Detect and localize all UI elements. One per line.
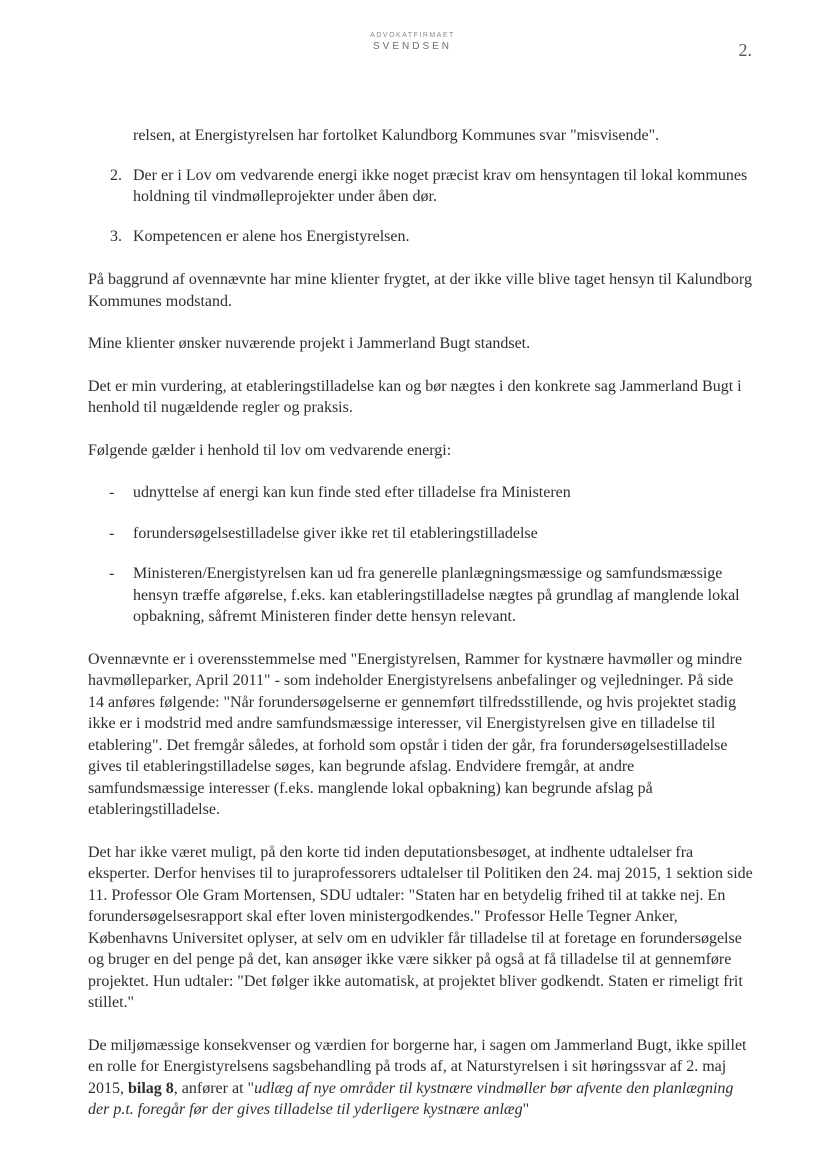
paragraph: Ovennævnte er i overensstemmelse med "Energistyrelsen, Rammer for kystnære havmøller og mindre havmølleparker, April 2011" - som indeholder Energistyrelsens anbefalinger og vejledninger. På side 14 anføres følgende: "Når forundersøgelserne er gennemført tilfredsstillende, og hvis projektet stadig ikke er i modstrid med andre samfundsmæssige interesser, vil Energistyrelsen give en tilladelse til etablering". Det fremgår således, at forhold som opstår i tiden der går, fra forundersøgelsestilladelse gives til etableringstilladelse søges, kan begrunde afslag. Endvidere fremgår, at andre samfundsmæssige interesser (f.eks. manglende lokal opbakning) kan begrunde afslag på etableringstilladelse.: [88, 650, 743, 818]
bullet-item: [88, 523, 753, 545]
paragraph: På baggrund af ovennævnte har mine klienter frygtet, at der ikke ville blive taget hensyn til Kalundborg Kommunes modstand.: [88, 271, 752, 310]
attachment-reference: bilag 8: [128, 1079, 174, 1097]
paragraph: Mine klienter ønsker nuværende projekt i Jammerland Bugt standset.: [88, 335, 531, 352]
bullet-dash: -: [109, 565, 115, 582]
firm-tagline: ADVOKATFIRMAET: [370, 32, 455, 39]
paragraph: Det har ikke været muligt, på den korte tid inden deputationsbesøget, at indhente udtalelser fra eksperter. Derfor henvises til to juraprofessorers udtalelser til Politiken den 24. maj 2015, 1 sektion side 11. Professor Ole Gram Mortensen, SDU udtaler: "Staten har en betydelig frihed til at takke nej. En forundersøgelsesrapport skal efter loven ministergodkendes." Professor Helle Tegner Anker, Københavns Universitet oplyser, at selv om en udvikler får tilladelse til at foretage en forundersøgelse og bruger en del penge på det, kan ansøger ikke være sikker på også at få tilladelse til at gennemføre projektet. Hun udtaler: "Det følger ikke automatisk, at projektet bliver godkendt. Staten er rimeligt frit stillet.": [88, 843, 753, 1011]
numbered-item: [88, 165, 753, 208]
bullet-text: udnyttelse af energi kan kun finde sted efter tilladelse fra Ministeren: [133, 484, 571, 501]
bullet-text: forundersøgelsestilladelse giver ikke ret til etableringstilladelse: [133, 524, 538, 542]
numbered-item: [88, 226, 753, 248]
paragraph-text: De miljømæssige konsekvenser og værdien for borgerne har, i sagen om Jammerland Bugt, ikke spillet en rolle for Energistyrelsens sagsbehandling på trods af, at Naturstyrelsen i sit høringssvar af 2. maj 2015,: [88, 1036, 747, 1097]
paragraph: Følgende gælder i henhold til lov om vedvarende energi:: [88, 441, 452, 459]
quoted-text: udlæg af nye områder til kystnære vindmøller bør afvente den planlægning der p.t. foregår før der gives tilladelse til yderligere kystnære anlæg: [88, 1079, 734, 1118]
item-text: Kompetencen er alene hos Energistyrelsen.: [133, 227, 410, 245]
paragraph: [88, 1035, 753, 1121]
paragraph: Det er min vurdering, at etableringstilladelse kan og bør nægtes i den konkrete sag Jammerland Bugt i henhold til nugældende regler og praksis.: [88, 377, 742, 416]
paragraph-text: , anfører at ": [173, 1079, 255, 1097]
bullet-item: [88, 563, 753, 628]
bullet-dash: -: [109, 484, 115, 501]
bullet-text: Ministeren/Energistyrelsen kan ud fra generelle planlægningsmæssige og samfundsmæssige hensyn træffe afgørelse, f.eks. kan etableringstilladelse nægtes på grundlag af manglende lokal opbakning, såfremt Ministeren finder dette hensyn relevant.: [133, 565, 740, 625]
firm-name: SVENDSEN: [372, 41, 452, 52]
item-text: Der er i Lov om vedvarende energi ikke noget præcist krav om hensyntagen til lokal kommunes holdning til vindmølleprojekter under åben dør.: [133, 166, 748, 205]
bullet-item: [88, 482, 753, 504]
bullet-dash: -: [109, 524, 115, 542]
item-number: 3.: [110, 227, 122, 245]
item-number: 2.: [110, 166, 122, 184]
page-number: 2.: [738, 40, 752, 60]
paragraph-text: ": [522, 1101, 530, 1118]
letterhead: [0, 32, 825, 52]
document-body: [88, 125, 753, 1121]
continuation-text: relsen, at Energistyrelsen har fortolket Kalundborg Kommunes svar "misvisende".: [133, 127, 660, 144]
